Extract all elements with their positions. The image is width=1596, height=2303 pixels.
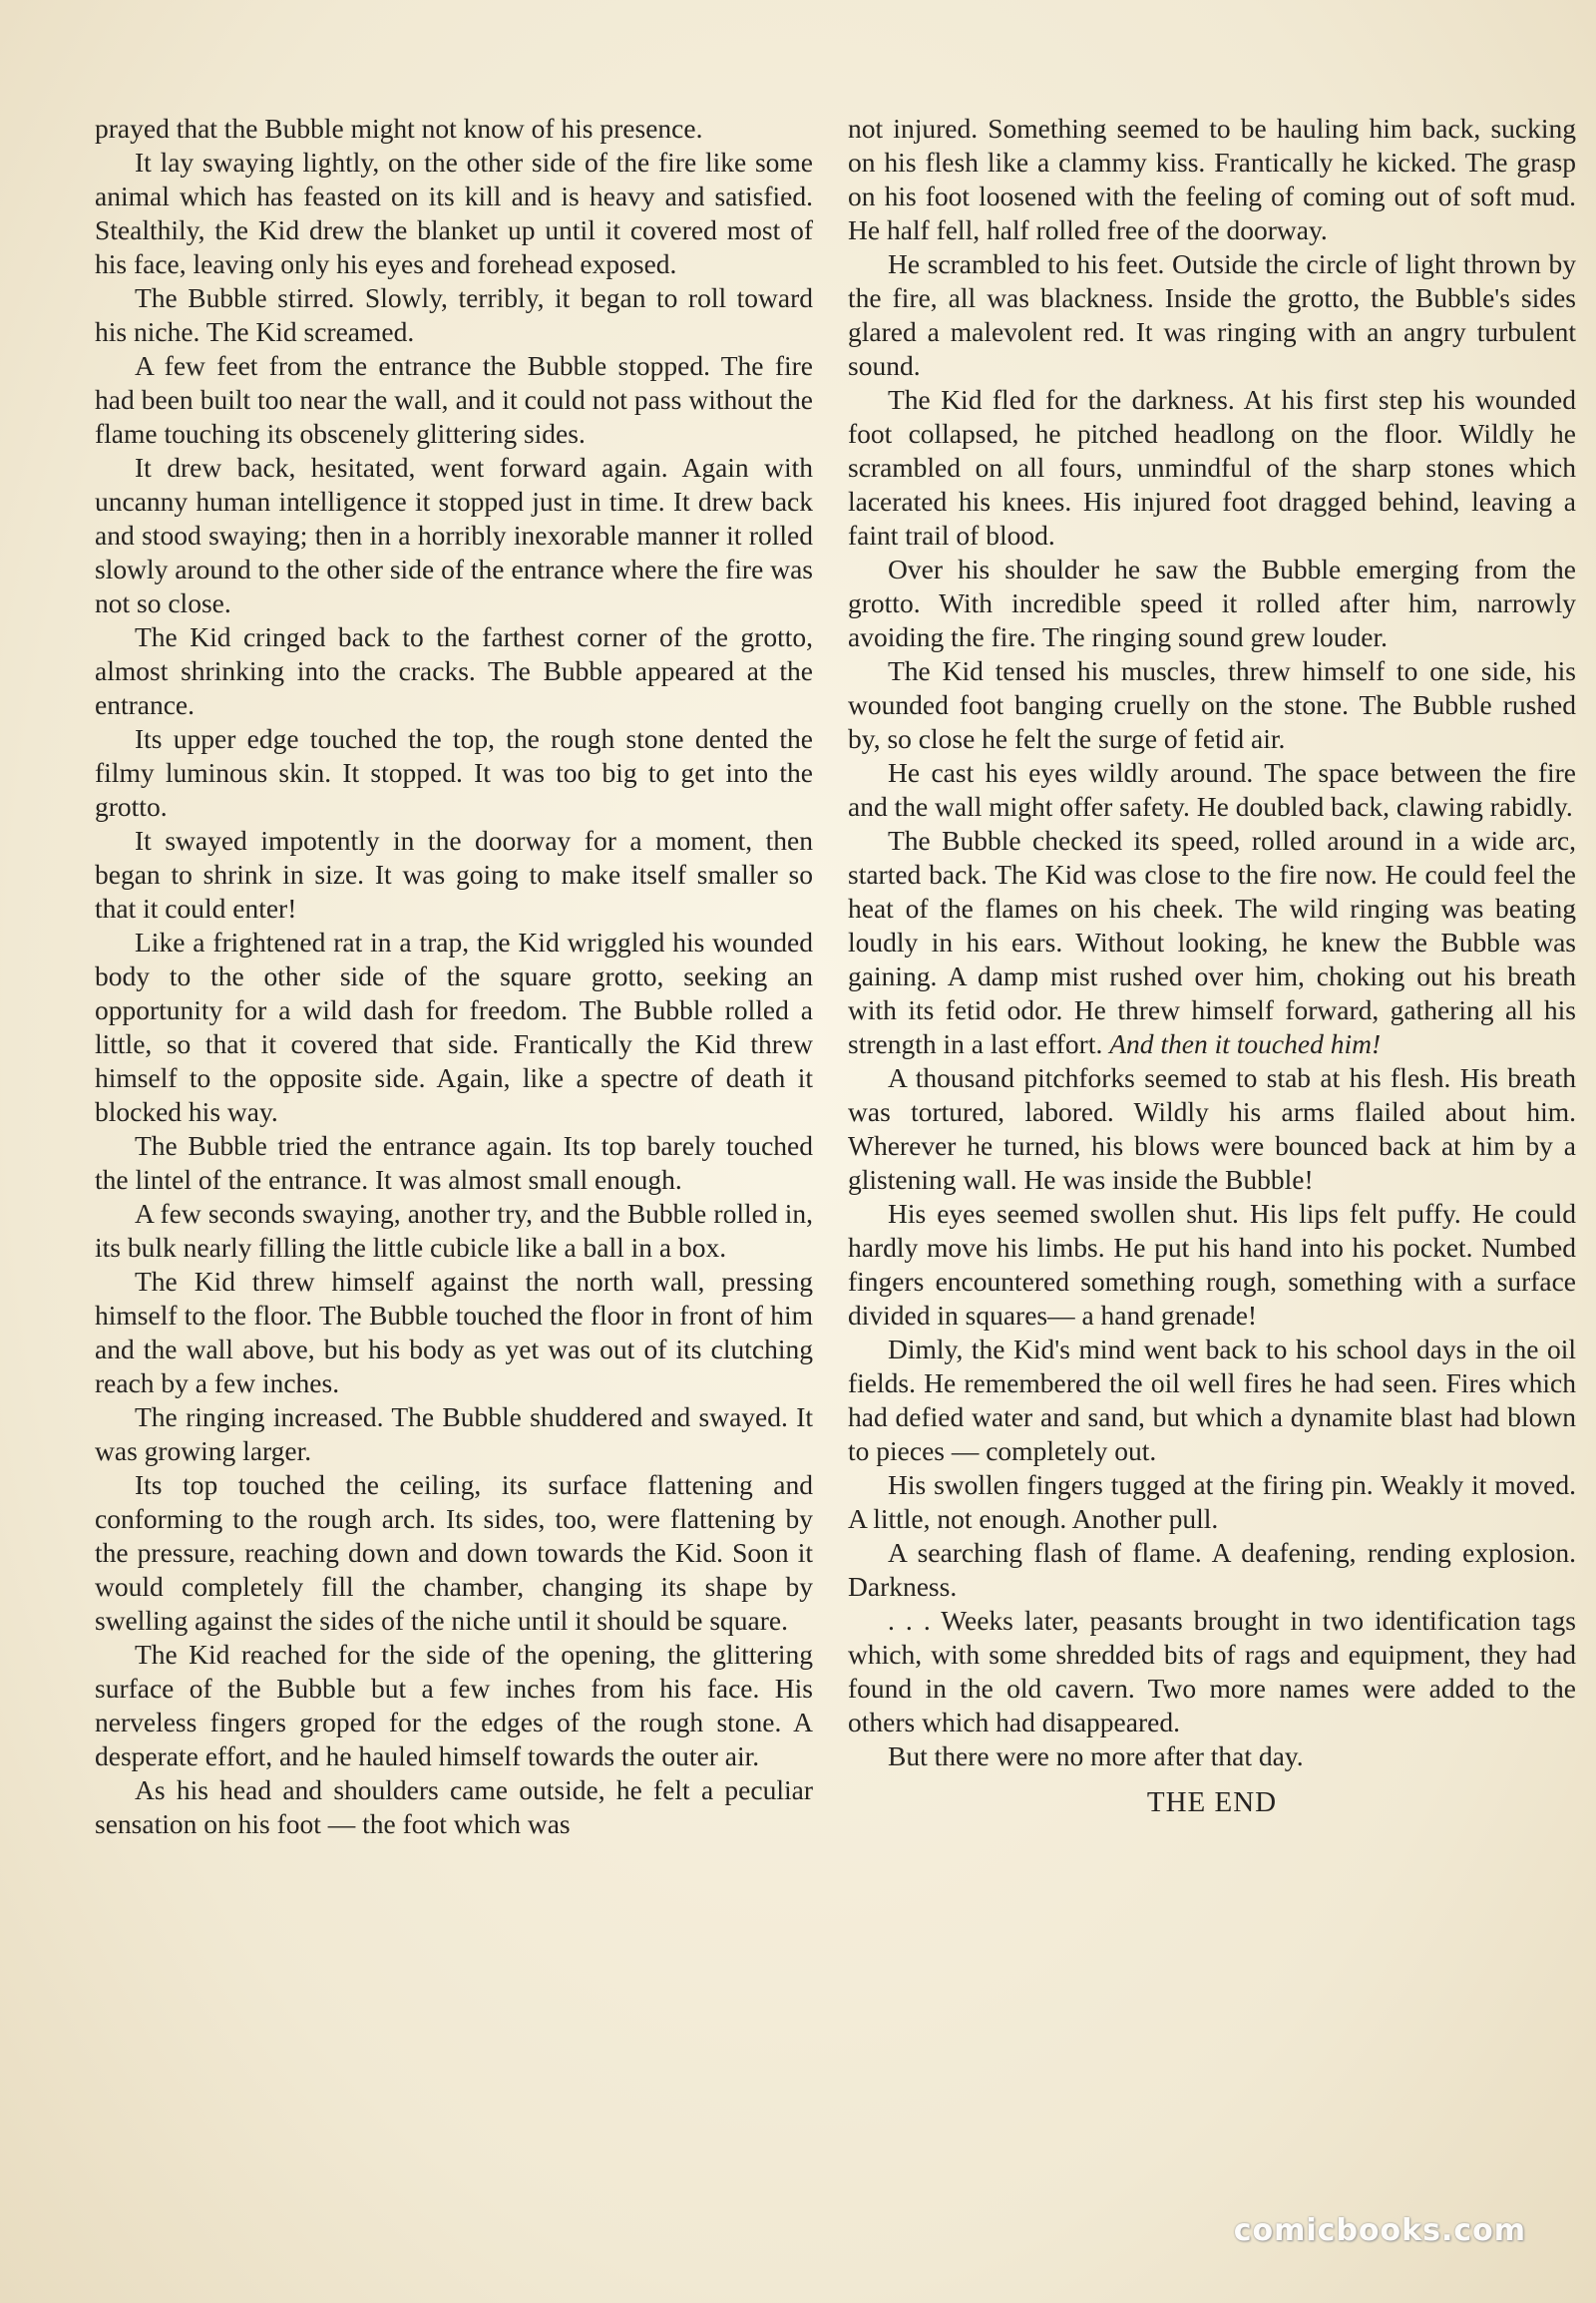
paragraph: The Kid threw himself against the north wall, pressing himself to the floor. The Bubble touched the floor in front of him and the wall above, but his body as yet was out of its clutching reach by a few inches. [95, 1266, 813, 1398]
paragraph: A thousand pitchforks seemed to stab at his flesh. His breath was tortured, labored. Wildly his arms flailed about him. Wherever he turned, his blows were bounced back at him by a glistening wall. He was inside the Bubble! [848, 1062, 1576, 1195]
italic-phrase: And then it touched him! [1109, 1028, 1382, 1059]
paragraph: It lay swaying lightly, on the other side of the fire like some animal which has feasted on its kill and is heavy and satisfied. Stealthily, the Kid drew the blanket up until it covered most of his face, leaving only his eyes and forehead exposed. [95, 147, 813, 279]
paragraph: Its upper edge touched the top, the rough stone dented the filmy luminous skin. It stopped. It was too big to get into the grotto. [95, 723, 813, 822]
paragraph: The Kid cringed back to the farthest corner of the grotto, almost shrinking into the cracks. The Bubble appeared at the entrance. [95, 621, 813, 720]
paragraph: He cast his eyes wildly around. The space between the fire and the wall might offer safety. He doubled back, clawing rabidly. [848, 757, 1576, 822]
paragraph: It swayed impotently in the doorway for a moment, then began to shrink in size. It was going to make itself smaller so that it could enter! [95, 825, 813, 924]
paragraph: A searching flash of flame. A deafening, rending explosion. Darkness. [848, 1537, 1576, 1602]
left-text-column [95, 112, 813, 1841]
paragraph: Its top touched the ceiling, its surface flattening and conforming to the rough arch. Its sides, too, were flattening by the pressure, reaching down and down towards the Kid. Soon it would completely fill the chamber, changing its shape by swelling against the sides of the niche until it should be square. [95, 1469, 813, 1636]
paragraph: prayed that the Bubble might not know of his presence. [95, 113, 703, 144]
site-watermark: comicbooks.com [1233, 2213, 1526, 2248]
paragraph: The Kid fled for the darkness. At his first step his wounded foot collapsed, he pitched headlong on the floor. Wildly he scrambled on all fours, unmindful of the sharp stones which lacerated his knees. His injured foot dragged behind, leaving a faint trail of blood. [848, 384, 1576, 551]
paragraph: The Bubble tried the entrance again. Its top barely touched the lintel of the entrance. It was almost small enough. [95, 1130, 813, 1195]
paragraph: Dimly, the Kid's mind went back to his school days in the oil fields. He remembered the oil well fires he had seen. Fires which had defied water and sand, but which a dynamite blast had blown to pieces — completely out. [848, 1334, 1576, 1466]
paragraph-with-italic [848, 824, 1576, 1061]
paragraph: A few seconds swaying, another try, and the Bubble rolled in, its bulk nearly filling the little cubicle like a ball in a box. [95, 1198, 813, 1263]
paragraph: A few feet from the entrance the Bubble stopped. The fire had been built too near the wall, and it could not pass without the flame touching its obscenely glittering sides. [95, 350, 813, 449]
paragraph: He scrambled to his feet. Outside the circle of light thrown by the fire, all was blackness. Inside the grotto, the Bubble's sides glared a malevolent red. It was ringing with an angry turbulent sound. [848, 248, 1576, 381]
paragraph: . . . Weeks later, peasants brought in two identification tags which, with some shredded bits of rags and equipment, they had found in the old cavern. Two more names were added to the others which had disappeared. [848, 1605, 1576, 1737]
paragraph: As his head and shoulders came outside, he felt a peculiar sensation on his foot — the foot which was [95, 1774, 813, 1839]
paragraph: The Kid tensed his muscles, threw himself to one side, his wounded foot banging cruelly on the stone. The Bubble rushed by, so close he felt the surge of fetid air. [848, 655, 1576, 754]
paragraph: It drew back, hesitated, went forward again. Again with uncanny human intelligence it stopped just in time. It drew back and stood swaying; then in a horribly inexorable manner it rolled slowly around to the other side of the entrance where the fire was not so close. [95, 452, 813, 618]
the-end-label: THE END [1146, 1786, 1278, 1818]
paragraph-text: The Bubble checked its speed, rolled around in a wide arc, started back. The Kid was close to the fire now. He could feel the heat of the flames on his cheek. The wild ringing was beating loudly in his ears. Without looking, he knew the Bubble was gaining. A damp mist rushed over him, choking out his breath with its fetid odor. He threw himself forward, gathering all his strength in a last effort. [848, 825, 1576, 1059]
right-text-column [848, 112, 1576, 1819]
paragraph: His swollen fingers tugged at the firing pin. Weakly it moved. A little, not enough. Another pull. [848, 1469, 1576, 1534]
paragraph: The Kid reached for the side of the opening, the glittering surface of the Bubble but a few inches from his face. His nerveless fingers groped for the edges of the rough stone. A desperate effort, and he hauled himself towards the outer air. [95, 1639, 813, 1771]
paragraph: Over his shoulder he saw the Bubble emerging from the grotto. With incredible speed it rolled after him, narrowly avoiding the fire. The ringing sound grew louder. [848, 554, 1576, 652]
paragraph: not injured. Something seemed to be hauling him back, sucking on his flesh like a clammy kiss. Frantically he kicked. The grasp on his foot loosened with the feeling of coming out of soft mud. He half fell, half rolled free of the doorway. [848, 113, 1576, 245]
paragraph: The Bubble stirred. Slowly, terribly, it began to roll toward his niche. The Kid screamed. [95, 282, 813, 347]
paragraph: But there were no more after that day. [888, 1740, 1304, 1771]
paragraph: Like a frightened rat in a trap, the Kid wriggled his wounded body to the other side of the square grotto, seeking an opportunity for a wild dash for freedom. The Bubble rolled a little, so that it covered that side. Frantically the Kid threw himself to the opposite side. Again, like a spectre of death it blocked his way. [95, 927, 813, 1127]
paragraph: The ringing increased. The Bubble shuddered and swayed. It was growing larger. [95, 1401, 813, 1466]
paragraph: His eyes seemed swollen shut. His lips felt puffy. He could hardly move his limbs. He put his hand into his pocket. Numbed fingers encountered something rough, something with a surface divided in squares— a hand grenade! [848, 1198, 1576, 1331]
